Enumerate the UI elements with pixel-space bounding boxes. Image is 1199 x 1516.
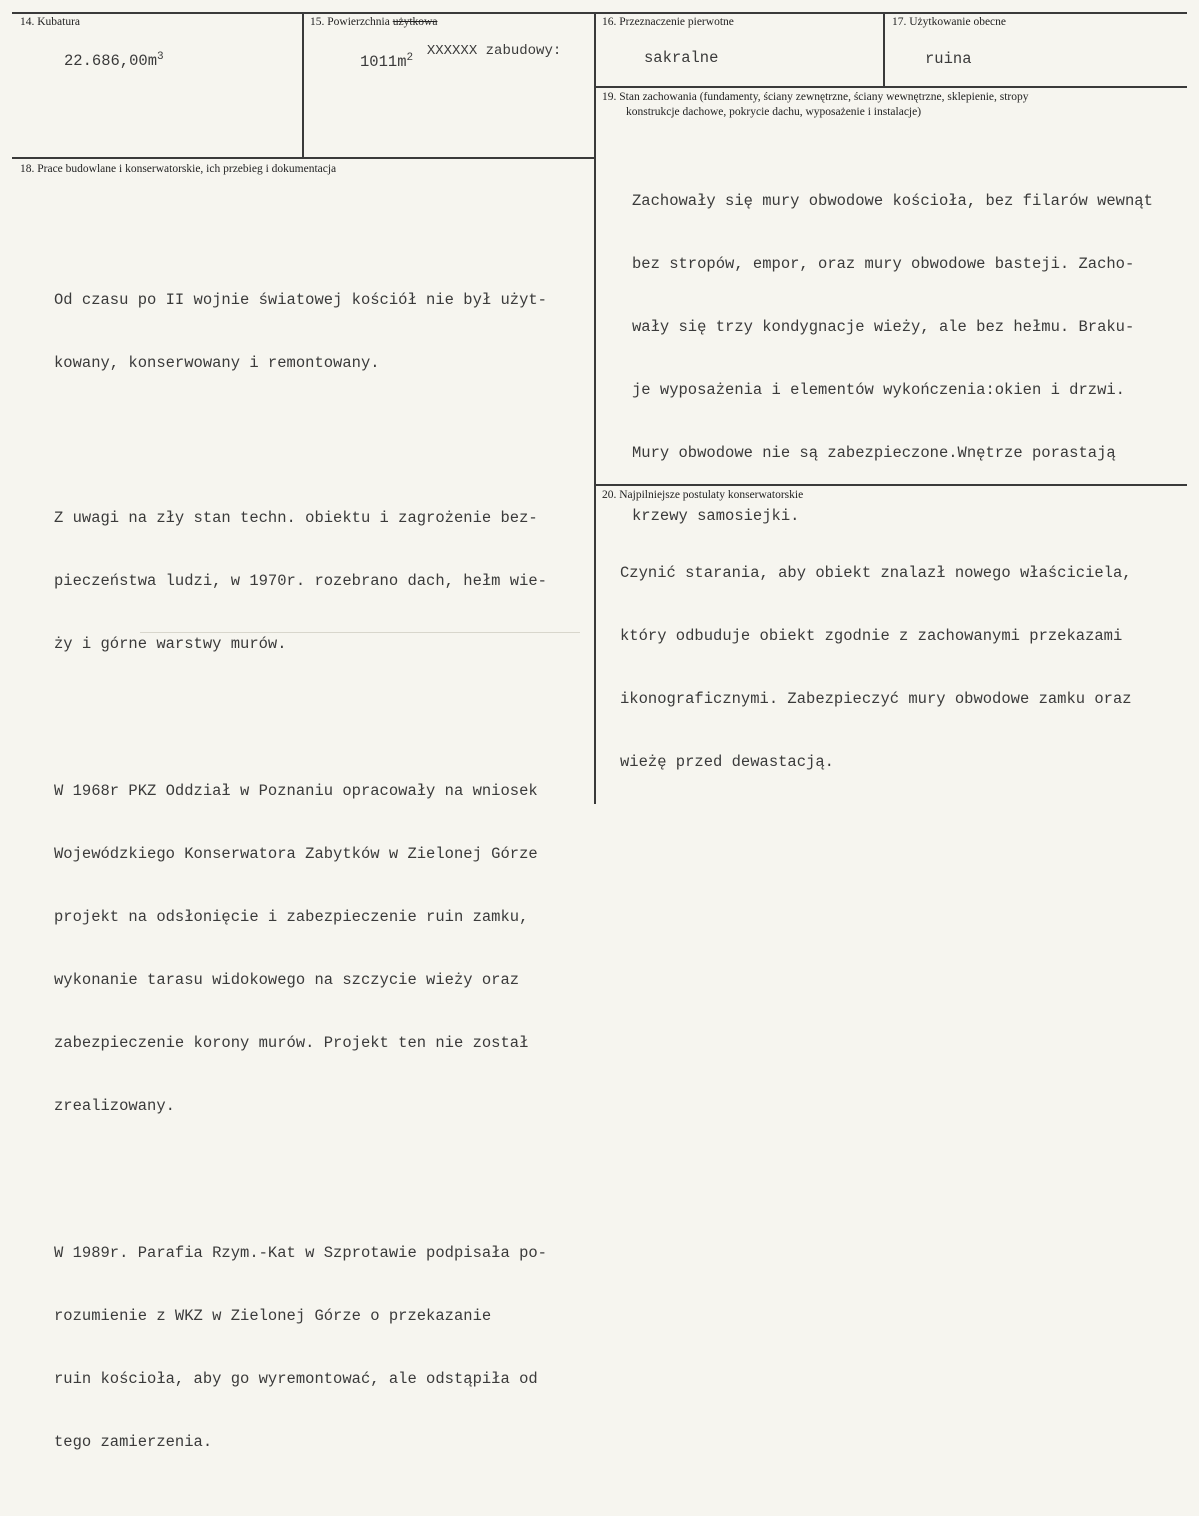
text-line: rozumienie z WKZ w Zielonej Górze o przekazanie (54, 1307, 492, 1325)
text-line: Mury obwodowe nie są zabezpieczone.Wnętrze porastają (632, 444, 1116, 462)
text-line: projekt na odsłonięcie i zabezpieczenie ruin zamku, (54, 908, 529, 926)
text-line: który odbuduje obiekt zgodnie z zachowanymi przekazami (620, 627, 1123, 645)
field17-value: ruina (925, 50, 972, 68)
paragraph (54, 739, 547, 1159)
text-line: bez stropów, empor, oraz mury obwodowe basteji. Zacho- (632, 255, 1135, 273)
divider-14-15 (302, 12, 304, 158)
text-line: ży i górne warstwy murów. (54, 635, 287, 653)
field20-label: 20. Najpilniejsze postulaty konserwatorskie (602, 489, 804, 501)
text-line: Wojewódzkiego Konserwatora Zabytków w Zielonej Górze (54, 845, 538, 863)
field16-label: 16. Przeznaczenie pierwotne (602, 16, 734, 28)
paragraph (54, 1201, 547, 1495)
text-line: zrealizowany. (54, 1097, 175, 1115)
text-line: Z uwagi na zły stan techn. obiektu i zagrożenie bez- (54, 509, 538, 527)
divider-16-17 (883, 12, 885, 86)
text-line: wykonanie tarasu widokowego na szczycie wieży oraz (54, 971, 520, 989)
field18-text (54, 206, 547, 1516)
field15-label: 15. Powierzchnia użytkowa (310, 16, 438, 28)
text-line: Od czasu po II wojnie światowej kościół nie był użyt- (54, 291, 547, 309)
top-border (12, 12, 1187, 14)
field20-text (620, 521, 1132, 794)
text-line: wały się trzy kondygnacje wieży, ale bez hełmu. Braku- (632, 318, 1135, 336)
field17-label: 17. Użytkowanie obecne (892, 16, 1007, 28)
paragraph (54, 466, 547, 697)
field18-label: 18. Prace budowlane i konserwatorskie, ich przebieg i dokumentacja (20, 163, 337, 175)
text-line: W 1989r. Parafia Rzym.-Kat w Szprotawie podpisała po- (54, 1244, 547, 1262)
field15-struck-word: użytkowa (392, 16, 438, 28)
field15-overtype: XXXXXX zabudowy: (426, 43, 562, 59)
text-line: Zachowały się mury obwodowe kościoła, bez filarów wewnąt (632, 192, 1153, 210)
field16-value: sakralne (644, 49, 719, 67)
text-line: pieczeństwa ludzi, w 1970r. rozebrano dach, hełm wie- (54, 572, 547, 590)
field15-value: $1011m^2$ (360, 52, 414, 72)
text-line: W 1968r PKZ Oddział w Poznaniu opracowały na wniosek (54, 782, 538, 800)
text-line: Czynić starania, aby obiekt znalazł nowego właściciela, (620, 564, 1132, 582)
paragraph (54, 248, 547, 416)
field19-label: 19. Stan zachowania (fundamenty, ściany zewnętrzne, ściany wewnętrzne, sklepienie, stropy konstrukcje dachowe, pokrycie dachu, wyposażenie i instalacje) (602, 91, 1029, 118)
right-top-row-bottom (594, 86, 1187, 88)
text-line: ikonograficznymi. Zabezpieczyć mury obwodowe zamku oraz (620, 690, 1132, 708)
field14-label: 14. Kubatura (20, 16, 81, 28)
text-line: wieżę przed dewastacją. (620, 753, 834, 771)
field14-value: $22.686,00m^3$ (64, 51, 164, 71)
text-line: kowany, konserwowany i remontowany. (54, 354, 380, 372)
text-line: krzewy samosiejki. (632, 507, 800, 525)
main-vertical-divider (594, 12, 596, 804)
text-line: je wyposażenia i elementów wykończenia:okien i drzwi. (632, 381, 1125, 399)
text-line: ruin kościoła, aby go wyremontować, ale odstąpiła od (54, 1370, 538, 1388)
text-line: zabezpieczenie korony murów. Projekt ten nie został (54, 1034, 529, 1052)
left-top-row-bottom (12, 157, 595, 159)
text-line: tego zamierzenia. (54, 1433, 213, 1451)
